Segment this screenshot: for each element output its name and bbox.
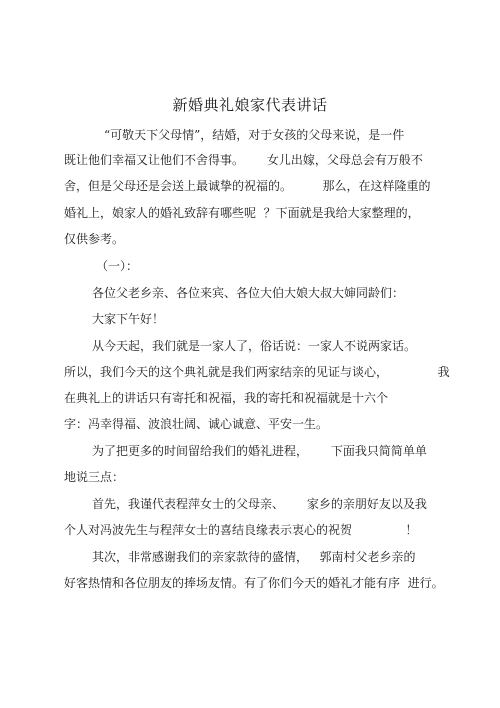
paragraph-line: 其次，非常感谢我们的亲家款待的盛情， 郭南村父老乡亲的 — [92, 550, 416, 564]
paragraph-line: 婚礼上，娘家人的婚礼致辞有哪些呢 ？下面就是我给大家整理的， — [64, 206, 420, 220]
paragraph-line: 从今天起，我们就是一家人了，俗话说：一家人不说两家话。 — [92, 339, 417, 353]
section-heading: （一）： — [96, 259, 139, 273]
paragraph-line: 在典礼上的讲话只有寄托和祝福，我的寄托和祝福就是十六个 — [64, 391, 389, 405]
paragraph-line: 字：冯幸得福、波浪壮阔、诚心诚意、平安一生。 — [64, 417, 329, 431]
paragraph-line: 舍，但是父母还是会送上最诚挚的祝福的。 那么，在这样隆重的 — [64, 179, 431, 193]
paragraph-line: 既让他们幸福又让他们不舍得事。 女儿出嫁，父母总会有万般不 — [64, 153, 423, 167]
paragraph-line: 大家下午好！ — [92, 312, 165, 326]
paragraph-line: 仅供参考。 — [64, 232, 125, 246]
paragraph-line: 地说三点： — [64, 470, 125, 484]
paragraph-line: 个人对冯波先生与程萍女士的喜结良缘表示衷心的祝贺 ！ — [64, 523, 418, 537]
paragraph-line: “可敬天下父母情”，结婚，对于女孩的父母来说，是一件 — [104, 128, 405, 142]
paragraph-line: 所以，我们今天的这个典礼就是我们两家结亲的见证与谈心， 我 — [64, 365, 450, 379]
paragraph-line: 首先，我谨代表程萍女士的父母亲、 家乡的亲朋好友以及我 — [92, 497, 427, 511]
paragraph-line: 各位父老乡亲、各位来宾、各位大伯大娘大叔大婶同龄们： — [92, 286, 405, 300]
document-title: 新婚典礼娘家代表讲话 — [172, 96, 328, 114]
paragraph-line: 好客热情和各位朋友的捧场友情。有了你们今天的婚礼才能有序 进行。 — [64, 576, 444, 590]
paragraph-line: 为了把更多的时间留给我们的婚礼进程， 下面我只简简单单 — [92, 444, 427, 458]
